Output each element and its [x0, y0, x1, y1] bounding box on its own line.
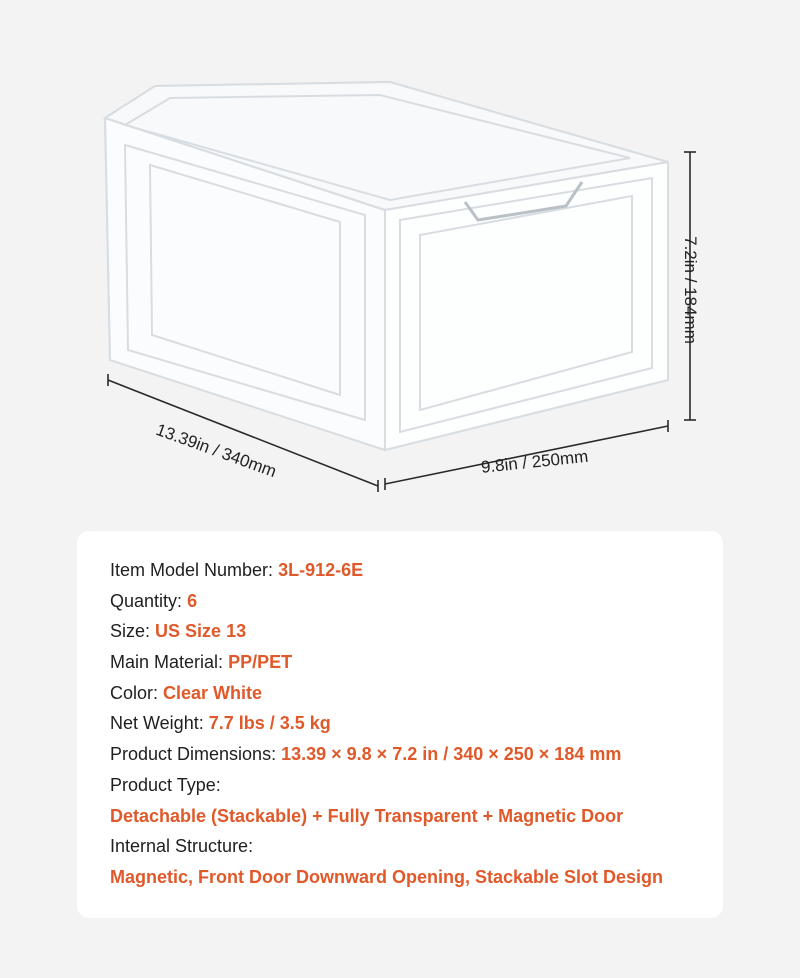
width-dimension-label: 9.8in / 250mm: [480, 446, 590, 477]
spec-value: Detachable (Stackable) + Fully Transparent + Magnetic Door: [110, 805, 624, 826]
spec-label: Size:: [110, 621, 151, 642]
spec-value: Magnetic, Front Door Downward Opening, Stackable Slot Design: [110, 866, 664, 887]
height-dimension-label: 7.2in / 184mm: [681, 236, 700, 344]
spec-material: [110, 647, 663, 678]
spec-label: Main Material:: [110, 652, 224, 673]
spec-label: Color:: [110, 682, 159, 703]
spec-dimensions: [110, 739, 663, 770]
spec-value: 3L-912-6E: [278, 560, 364, 580]
spec-label: Product Dimensions:: [110, 744, 277, 765]
spec-weight: [110, 708, 663, 739]
specifications-list: [110, 555, 663, 893]
spec-internal-structure-value: [110, 862, 663, 893]
spec-quantity: [110, 586, 663, 617]
spec-label: Item Model Number:: [110, 560, 274, 580]
spec-model: [110, 555, 663, 586]
depth-dimension-label: 13.39in / 340mm: [153, 420, 280, 482]
spec-label: Net Weight:: [110, 713, 204, 734]
spec-value: PP/PET: [228, 652, 293, 673]
spec-product-type-value: [110, 801, 663, 832]
spec-label: Quantity:: [110, 590, 183, 611]
spec-value: US Size 13: [155, 621, 247, 642]
spec-value: Clear White: [163, 682, 263, 703]
specifications-card: [77, 531, 723, 918]
spec-value: 7.7 lbs / 3.5 kg: [208, 713, 331, 734]
spec-value: 13.39 × 9.8 × 7.2 in / 340 × 250 × 184 mm: [281, 744, 622, 765]
spec-product-type-label: [110, 770, 663, 801]
spec-value: 6: [187, 590, 198, 611]
spec-label: Internal Structure:: [110, 836, 254, 857]
spec-size: [110, 616, 663, 647]
spec-label: Product Type:: [110, 774, 221, 795]
spec-color: [110, 678, 663, 709]
spec-internal-structure-label: [110, 831, 663, 862]
